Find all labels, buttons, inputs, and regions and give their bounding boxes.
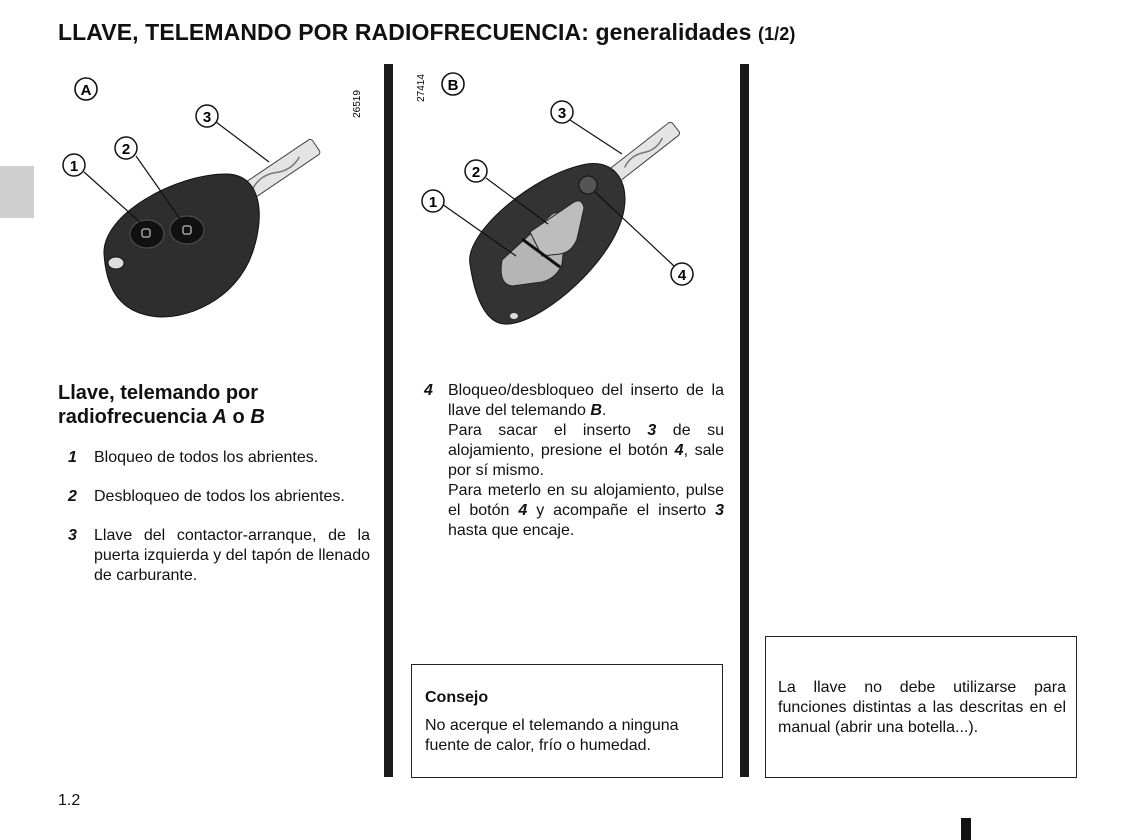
page-part: (1/2) bbox=[757, 24, 796, 44]
note-text: La llave no debe utilizarse para funciones distintas a las descritas en el manual (abrir una botella...). bbox=[778, 679, 1066, 736]
figure-a bbox=[56, 64, 376, 354]
list-item: 3 Llave del contactor-arranque, de la puerta izquierda y del tapón de llenado de carburante. bbox=[68, 527, 370, 584]
figure-b bbox=[412, 64, 732, 354]
tip-heading: Consejo bbox=[425, 689, 489, 706]
column-divider bbox=[384, 64, 393, 777]
page-title: LLAVE, TELEMANDO POR RADIOFRECUENCIA: generalidades (1/2) bbox=[58, 19, 796, 45]
list-item: 4 Bloqueo/desbloqueo del inserto de la llave del telemando B. Para sacar el inserto 3 de su alojamiento, presione el botón 4, sale por sí mismo. Para meterlo en su alojamiento, pulse el botón 4 y acompañe el inserto 3 hasta que encaje. bbox=[424, 382, 725, 539]
feature-list bbox=[58, 448, 370, 605]
figure-a-label: A bbox=[80, 82, 92, 99]
callout-a-1: 1 bbox=[69, 158, 79, 175]
note-box bbox=[765, 636, 1077, 778]
callout-b-1: 1 bbox=[428, 194, 438, 211]
figure-b-ref: 27414 bbox=[416, 74, 427, 102]
figure-a-ref: 26519 bbox=[352, 90, 363, 118]
callout-b-2: 2 bbox=[471, 164, 481, 181]
callout-b-3: 3 bbox=[557, 105, 567, 122]
tip-box bbox=[411, 664, 723, 778]
chapter-tab bbox=[0, 166, 34, 218]
column-divider bbox=[740, 64, 749, 777]
callout-a-2: 2 bbox=[121, 141, 131, 158]
callout-b-4: 4 bbox=[677, 267, 687, 284]
figure-b-label: B bbox=[447, 77, 459, 94]
feature-list-b bbox=[412, 381, 724, 541]
callout-a-3: 3 bbox=[202, 109, 212, 126]
list-item: 1 Bloqueo de todos los abrientes. bbox=[68, 449, 319, 466]
section-heading: Llave, telemando por radiofrecuencia A o B bbox=[58, 382, 265, 428]
page-number: 1.2 bbox=[58, 792, 81, 809]
list-item: 2 Desbloqueo de todos los abrientes. bbox=[68, 488, 345, 505]
tip-text: No acerque el telemando a ninguna fuente de calor, frío o humedad. bbox=[425, 717, 679, 754]
corner-mark bbox=[961, 818, 971, 840]
